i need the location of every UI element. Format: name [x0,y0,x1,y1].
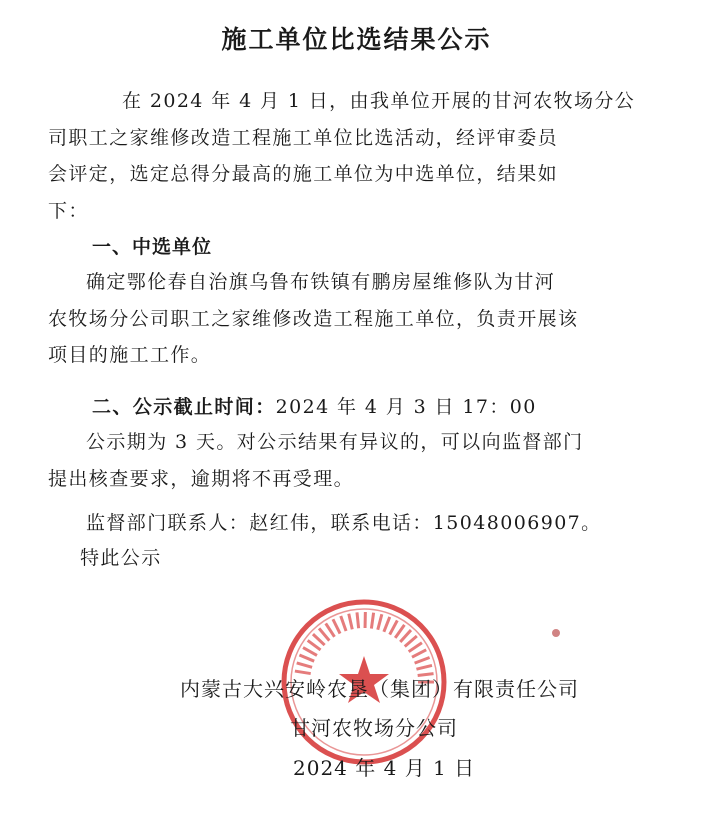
seal-script-stroke [332,619,342,635]
contact-line: 监督部门联系人：赵红伟，联系电话：15048006907。 [86,512,602,534]
intro-line-2: 司职工之家维修改造工程施工单位比选活动，经评审委员 [48,126,559,149]
seal-script-stroke [364,612,367,628]
section1-heading: 一、中选单位 [92,236,213,258]
deadline-time: 2024 年 4 月 3 日 17：00 [275,396,537,418]
seal-script-stroke [299,654,315,663]
section1-line-2: 农牧场分公司职工之家维修改造工程施工单位，负责开展该 [48,307,579,330]
seal-script-stroke [414,656,430,664]
intro-line-1: 在 2024 年 4 月 1 日，由我单位开展的甘河农牧场分公 [122,90,636,112]
signature-organization: 内蒙古大兴安岭农垦（集团）有限责任公司 [180,677,579,701]
seal-script-stroke [347,613,353,629]
seal-script-stroke [339,615,347,631]
intro-line-4: 下： [48,199,89,222]
period-line-1: 公示期为 3 天。对公示结果有异议的，可以向监督部门 [86,431,584,453]
intro-paragraph [48,83,648,229]
intro-line-3: 会评定，选定总得分最高的施工单位为中选单位，结果如 [48,163,559,185]
signature-date: 2024 年 4 月 1 日 [293,756,476,780]
section2-heading: 二、公示截止时间： [92,396,276,418]
seal-script-stroke [376,614,383,630]
red-ink-dot [552,629,560,637]
section1-line-1: 确定鄂伦春自治旗乌鲁布铁镇有鹏房屋维修队为甘河 [86,271,556,293]
section1-line-3: 项目的施工工作。 [48,344,212,366]
period-line-2: 提出核查要求，逾期将不再受理。 [48,468,355,490]
document-title: 施工单位比选结果公示 [221,25,492,54]
seal-script-stroke [370,612,375,628]
seal-script-stroke [296,661,312,668]
section1-paragraph [48,264,648,374]
section2-line [92,392,537,419]
seal-script-stroke [416,664,432,671]
seal-script-stroke [382,616,391,632]
closing-line: 特此公示 [80,547,162,569]
seal-script-stroke [355,612,360,628]
signature-branch: 甘河农牧场分公司 [290,716,458,740]
